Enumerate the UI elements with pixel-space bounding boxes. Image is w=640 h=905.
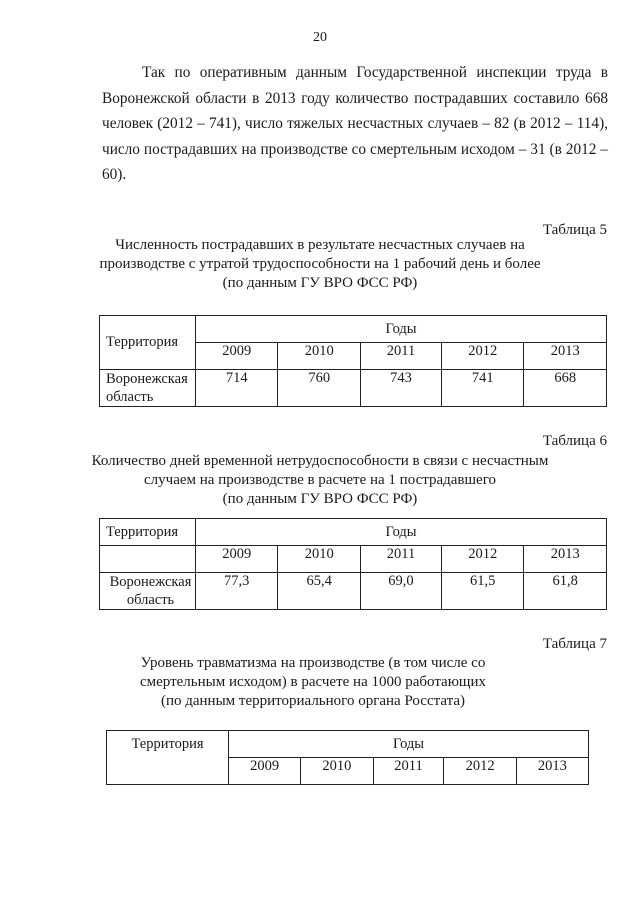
table-5-cell: 714: [196, 370, 278, 407]
table-6-cell: 61,8: [524, 573, 607, 610]
table-5-header-years: Годы: [196, 316, 607, 343]
table-6-year: 2013: [524, 546, 607, 573]
table-5-year: 2011: [360, 343, 441, 370]
table-5-label: Таблица 5: [542, 222, 607, 238]
table-5-header-territory: Территория: [100, 316, 196, 370]
table-6-row-region: Воронежская область: [100, 573, 196, 610]
table-5-title-line: Численность пострадавших в результате несчастных случаев на: [115, 237, 525, 253]
page-number: 20: [313, 30, 327, 45]
table-7-year: 2011: [373, 758, 444, 785]
table-7-year: 2013: [516, 758, 588, 785]
table-5-cell: 668: [524, 370, 607, 407]
table-5-year: 2010: [278, 343, 360, 370]
table-6-label: Таблица 6: [542, 433, 607, 449]
table-7-title-line: Уровень травматизма на производстве (в том числе со: [140, 655, 486, 671]
table-7-year: 2010: [301, 758, 373, 785]
table-6-title: [0, 452, 640, 509]
table-6-cell: 77,3: [196, 573, 278, 610]
intro-paragraph-text: Так по оперативным данным Государственной инспекции труда в Воронежской области в 2013 году количество пострадавших составило 668 человек (2012 – 741), число тяжелых несчастных случаев – 82 (в 2012 – 114), число пострадавших на производстве со смертельным исходом – 31 (в 2012 – 60).: [102, 64, 608, 183]
table-6-year: 2009: [196, 546, 278, 573]
table-7-year: 2009: [229, 758, 301, 785]
table-6-cell: 65,4: [278, 573, 360, 610]
table-7: [106, 730, 589, 785]
table-7-title: [0, 654, 633, 711]
table-5-year: 2009: [196, 343, 278, 370]
table-5-title: [0, 236, 640, 293]
table-5-year: 2012: [442, 343, 524, 370]
table-6-header-years: Годы: [196, 519, 607, 546]
table-7-title-line: смертельным исходом) в расчете на 1000 работающих: [139, 674, 487, 690]
table-6-title-line: Количество дней временной нетрудоспособности в связи с несчастным: [91, 453, 549, 469]
table-5-title-line: (по данным ГУ ВРО ФСС РФ): [222, 275, 418, 291]
table-5-cell: 760: [278, 370, 360, 407]
table-6-year: 2011: [360, 546, 441, 573]
table-5-year: 2013: [524, 343, 607, 370]
table-6-year: 2010: [278, 546, 360, 573]
table-5-title-line: производстве с утратой трудоспособности на 1 рабочий день и более: [99, 256, 541, 272]
table-7-year: 2012: [444, 758, 516, 785]
table-7-title-line: (по данным территориального органа Росстата): [160, 693, 466, 709]
table-5-cell: 741: [442, 370, 524, 407]
table-7-label: Таблица 7: [542, 636, 607, 652]
table-5: [99, 315, 607, 407]
intro-paragraph: [102, 60, 608, 188]
table-6-header-territory: Территория: [100, 519, 196, 546]
table-7-header-territory: Территория: [107, 731, 229, 785]
table-7-header-years: Годы: [229, 731, 589, 758]
table-6-cell: 61,5: [442, 573, 524, 610]
table-5-cell: 743: [360, 370, 441, 407]
table-5-row-region: Воронежская область: [100, 370, 196, 407]
table-6-title-line: (по данным ГУ ВРО ФСС РФ): [222, 491, 418, 507]
table-6: [99, 518, 607, 610]
table-6-title-line: случаем на производстве в расчете на 1 пострадавшего: [144, 472, 496, 488]
table-6-year: 2012: [442, 546, 524, 573]
table-6-empty-cell: [100, 546, 196, 573]
table-6-cell: 69,0: [360, 573, 441, 610]
